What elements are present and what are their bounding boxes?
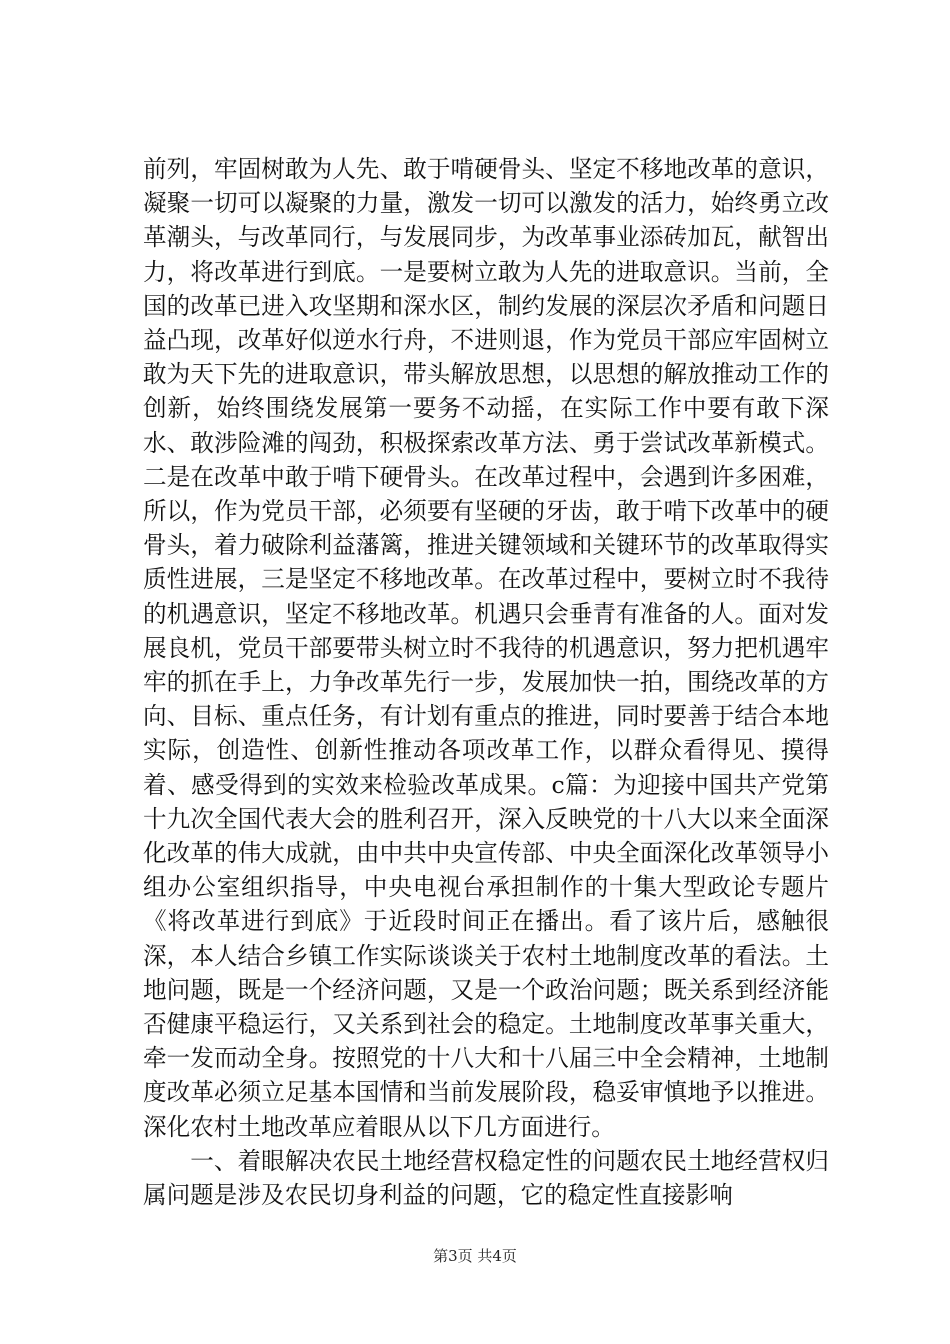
paragraph-1: 前列，牢固树敢为人先、敢于啃硬骨头、坚定不移地改革的意识，凝聚一切可以凝聚的力量，激发一切可以激发的活力，始终勇立改革潮头，与改革同行，与发展同步，为改革事业添砖加瓦，献智出力，将改革进行到底。一是要树立敢为人先的进取意识。当前，全国的改革已进入攻坚期和深水区，制约发展的深层次矛盾和问题日益凸现，改革好似逆水行舟，不进则退，作为党员干部应牢固树立敢为天下先的进取意识，带头解放思想，以思想的解放推动工作的创新，始终围绕发展第一要务不动摇，在实际工作中要有敢下深水、敢涉险滩的闯劲，积极探索改革方法、勇于尝试改革新模式。二是在改革中敢于啃下硬骨头。在改革过程中，会遇到许多困难，所以，作为党员干部，必须要有坚硬的牙齿，敢于啃下改革中的硬骨头，着力破除利益藩篱，推进关键领域和关键环节的改革取得实质性进展，三是坚定不移地改革。在改革过程中，要树立时不我待的机遇意识，坚定不移地改革。机遇只会垂青有准备的人。面对发展良机，党员干部要带头树立时不我待的机遇意识，努力把机遇牢牢的抓在手上，力争改革先行一步，发展加快一拍，围绕改革的方向、目标、重点任务，有计划有重点的推进，同时要善于结合本地实际，创造性、创新性推动各项改革工作，以群众看得见、摸得着、感受得到的实效来检验改革成果。c篇：为迎接中国共产党第十九次全国代表大会的胜利召开，深入反映党的十八大以来全面深化改革的伟大成就，由中共中央宣传部、中央全面深化改革领导小组办公室组织指导，中央电视台承担制作的十集大型政论专题片《将改革进行到底》于近段时间正在播出。看了该片后，感触很深，本人结合乡镇工作实际谈谈关于农村土地制度改革的看法。土地问题，既是一个经济问题，又是一个政治问题；既关系到经济能否健康平稳运行，又关系到社会的稳定。土地制度改革事关重大，牵一发而动全身。按照党的十八大和十八届三中全会精神，土地制度改革必须立足基本国情和当前发展阶段，稳妥审慎地予以推进。深化农村土地改革应着眼从以下几方面进行。 [143,155,829,1141]
body-text [143,152,829,1212]
paragraph-2: 一、着眼解决农民土地经营权稳定性的问题农民土地经营权归属问题是涉及农民切身利益的问题，它的稳定性直接影响 [143,1146,829,1210]
page-footer: 第3页 共4页 [433,1247,517,1265]
